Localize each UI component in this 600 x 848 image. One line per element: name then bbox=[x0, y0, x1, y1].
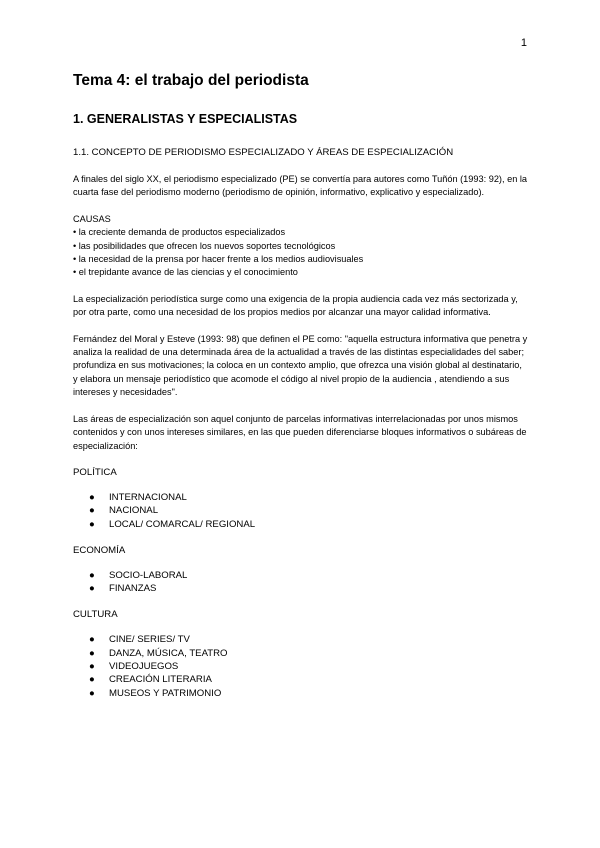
list-item: ● VIDEOJUEGOS bbox=[89, 660, 179, 672]
paragraph-areas: Las áreas de especialización son aquel conjunto de parcelas informativas interrelacionadas por unos mismos contenidos y con unos intereses similares, en las que pueden diferenciarse bloques informativos o subáreas de especialización: bbox=[73, 413, 527, 451]
category-list-cultura bbox=[73, 633, 528, 699]
list-item: ● SOCIO-LABORAL bbox=[89, 569, 188, 581]
paragraph-definition: Fernández del Moral y Esteve (1993: 98) que definen el PE como: "aquella estructura informativa que penetra y analiza la realidad de una determinada área de la actualidad a través de las distintas especialidades del saber; profundiza en sus motivaciones; la coloca en un contexto amplio, que ofrezca una visión global al destinatario, y elabora un mensaje periodístico que acomode el código al nivel propio de la audiencia , atendiendo a sus intereses y necesidades". bbox=[73, 333, 528, 398]
category-heading-cultura: CULTURA bbox=[73, 609, 118, 621]
list-item: ● LOCAL/ COMARCAL/ REGIONAL bbox=[89, 518, 256, 530]
category-heading-economia: ECONOMÍA bbox=[73, 544, 126, 556]
page-number: 1 bbox=[520, 37, 527, 49]
list-item: ● NACIONAL bbox=[89, 505, 159, 517]
list-item: ● CINE/ SERIES/ TV bbox=[89, 634, 190, 646]
list-item: ● CREACIÓN LITERARIA bbox=[89, 674, 212, 686]
bullet-icon: ● bbox=[89, 674, 95, 686]
document-body bbox=[73, 70, 528, 700]
bullet-icon: ● bbox=[89, 687, 95, 699]
paragraph-audience: La especialización periodística surge como una exigencia de la propia audiencia cada vez más sectorizada y, por otra parte, como una necesidad de los propios medios por alcanzar una mayor calidad informativa. bbox=[73, 293, 518, 318]
bullet-icon: ● bbox=[89, 491, 95, 503]
bullet-icon: ● bbox=[89, 505, 95, 517]
causes-block bbox=[73, 213, 528, 280]
bullet-icon: ● bbox=[89, 569, 95, 581]
page-title: Tema 4: el trabajo del periodista bbox=[73, 72, 309, 89]
category-heading-politica: POLÍTICA bbox=[73, 466, 117, 478]
section-title: 1. GENERALISTAS Y ESPECIALISTAS bbox=[73, 112, 298, 126]
cause-item: • las posibilidades que ofrecen los nuevos soportes tecnológicos bbox=[73, 240, 336, 251]
category-list-politica bbox=[73, 491, 528, 531]
cause-item: • la necesidad de la prensa por hacer frente a los medios audiovisuales bbox=[73, 254, 364, 265]
bullet-icon: ● bbox=[89, 634, 95, 646]
list-item: ● DANZA, MÚSICA, TEATRO bbox=[89, 647, 228, 659]
cause-item: • el trepidante avance de las ciencias y el conocimiento bbox=[73, 267, 298, 278]
bullet-icon: ● bbox=[89, 647, 95, 659]
bullet-icon: ● bbox=[89, 583, 95, 595]
cause-item: • la creciente demanda de productos especializados bbox=[73, 227, 286, 238]
bullet-icon: ● bbox=[89, 660, 95, 672]
category-list-economia bbox=[73, 569, 528, 596]
list-item: ● INTERNACIONAL bbox=[89, 491, 187, 503]
subsection-title: 1.1. CONCEPTO DE PERIODISMO ESPECIALIZADO Y ÁREAS DE ESPECIALIZACIÓN bbox=[73, 147, 454, 158]
list-item: ● MUSEOS Y PATRIMONIO bbox=[89, 687, 222, 699]
bullet-icon: ● bbox=[89, 518, 95, 530]
list-item: ● FINANZAS bbox=[89, 583, 157, 595]
intro-paragraph: A finales del siglo XX, el periodismo especializado (PE) se convertía para autores como Tuñón (1993: 92), en la cuarta fase del periodismo moderno (periodismo de opinión, informativo, explicativo y especializado). bbox=[73, 174, 528, 198]
causes-heading: CAUSAS bbox=[73, 213, 111, 224]
